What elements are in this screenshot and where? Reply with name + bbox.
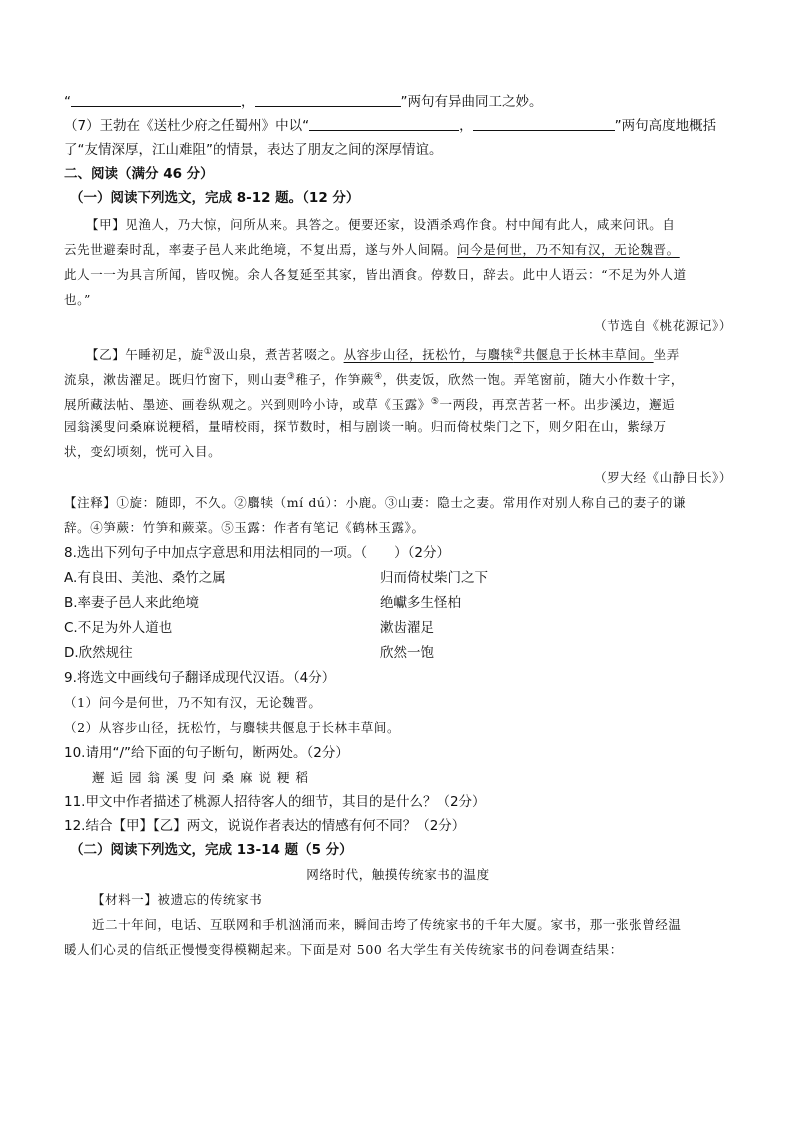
q8-option-a-right: 归而倚杖柴门之下 (380, 570, 488, 586)
answer-blank-4[interactable] (473, 116, 615, 131)
yi-line-3 (64, 392, 732, 415)
material-1-para-line-1: 近二十年间，电话、互联网和手机汹涌而来，瞬间击垮了传统家书的千年大厦。家书，那一张张曾经温 (92, 917, 682, 932)
yi-source: （罗大经《山静日长》） (594, 470, 732, 485)
yi-text: 坐弄 (653, 347, 680, 363)
yi-underlined-part: 从容步山径，抚松竹，与麛犊 (343, 347, 514, 363)
q8-option-c-right: 漱齿濯足 (380, 620, 434, 636)
answer-blank-2[interactable] (255, 92, 401, 107)
section-2-title: 二、阅读（满分 46 分） (64, 166, 214, 182)
note-marker: ① (203, 347, 213, 357)
question-11-stem: 11.甲文中作者描述了桃源人招待客人的细节，其目的是什么？（2分） (64, 794, 486, 810)
q8-option-a-left: A.有良田、美池、桑竹之属 (64, 570, 226, 586)
yi-underlined-sentence (344, 347, 654, 362)
q8-option-d (64, 643, 732, 663)
yi-text: 稚子，作笋蕨 (295, 372, 374, 388)
note-marker: ④ (373, 372, 383, 382)
poem-fill-line-7-prefix: （7）王勃在《送杜少府之任蜀州》中以“ (64, 118, 310, 134)
material-1-para-line-2: 暖人们心灵的信纸正慢慢变得模糊起来。下面是对 500 名大学生有关传统家书的问卷调查结果： (64, 942, 623, 957)
yi-line-2 (64, 367, 732, 390)
q10-sentence: 邂逅园翁溪叟问桑麻说粳稻 (92, 770, 315, 785)
note-marker: ⑤ (430, 397, 440, 407)
question-8-stem: 8.选出下列句子中加点字意思和用法相同的一项。（ ）（2分） (64, 545, 450, 561)
material-1-title: 【材料一】被遗忘的传统家书 (92, 892, 263, 907)
poem-fill-line-6 (64, 92, 732, 112)
article-title: 网络时代，触摸传统家书的温度 (306, 867, 490, 882)
yi-text: 流泉，漱齿濯足。既归竹窗下，则山妻 (64, 372, 287, 388)
poem-fill-line-7 (64, 116, 732, 136)
q8-option-b (64, 593, 732, 613)
poem-fill-line-7-cont: 了“友情深厚，江山难阻”的情景，表达了朋友之间的深厚情谊。 (64, 142, 443, 158)
yi-text: 【乙】午睡初足，旋 (86, 347, 204, 363)
note-marker: ② (513, 347, 523, 357)
q8-option-c (64, 618, 732, 638)
quote-open: “ (64, 94, 71, 110)
jia-underlined-sentence: 问今是何世，乃不知有汉，无论魏晋。 (457, 242, 680, 257)
question-10-stem: 10.请用“/”给下面的句子断句，断两处。（2分） (64, 745, 349, 761)
poem-fill-line-7-suffix: ”两句高度地概括 (614, 118, 717, 134)
yi-text: 一两段，再烹苦茗一杯。出步溪边，邂逅 (439, 397, 676, 413)
yi-underlined-part: 共偃息于长林丰草间。 (522, 347, 654, 363)
yi-line-1 (86, 342, 732, 365)
question-9-stem: 9.将选文中画线句子翻译成现代汉语。（4分） (64, 670, 336, 686)
yi-line-5: 状，变幻顷刻，恍可入目。 (64, 444, 222, 459)
jia-line-3: 此人一一为具言所闻，皆叹惋。余人各复延至其家，皆出酒食。停数日，辞去。此中人语云：“不足为外人道 (64, 267, 687, 282)
answer-blank-3[interactable] (309, 116, 459, 131)
jia-line-2-text: 云先世避秦时乱，率妻子邑人来此绝境，不复出焉，遂与外人间隔。 (64, 242, 458, 257)
q8-option-b-right: 绝巘多生怪柏 (380, 595, 461, 611)
part-1-title: （一）阅读下列选文，完成 8-12 题。（12 分） (70, 190, 360, 206)
jia-source: （节选自《桃花源记》） (594, 318, 732, 333)
jia-line-2 (64, 240, 732, 260)
yi-text: 汲山泉，煮苦茗啜之。 (212, 347, 344, 363)
q9-sentence-2: （2）从容步山径，抚松竹，与麛犊共偃息于长林丰草间。 (64, 720, 401, 735)
answer-blank-1[interactable] (71, 92, 241, 107)
yi-notes-line-1: 【注释】①旋：随即，不久。②麛犊（mí dú）：小鹿。③山妻：隐士之妻。常用作对别人称自己的妻子的谦 (64, 495, 687, 510)
poem-fill-line-6-text: ”两句有异曲同工之妙。 (400, 94, 543, 110)
q9-sentence-1: （1）问今是何世，乃不知有汉，无论魏晋。 (64, 695, 322, 710)
jia-line-1: 【甲】见渔人，乃大惊，问所从来。具答之。便要还家，设酒杀鸡作食。村中闻有此人，咸来问讯。自 (86, 217, 676, 232)
q8-option-d-right: 欣然一饱 (380, 645, 434, 661)
note-marker: ③ (286, 372, 296, 382)
q8-option-c-left: C.不足为外人道也 (64, 620, 173, 636)
jia-line-4: 也。” (64, 292, 91, 307)
yi-notes-line-2: 辞。④笋蕨：竹笋和蕨菜。⑤玉露：作者有笔记《鹤林玉露》。 (64, 520, 425, 535)
q8-option-a (64, 568, 732, 588)
comma: ， (459, 118, 473, 134)
q8-option-d-left: D.欣然规往 (64, 645, 133, 661)
question-12-stem: 12.结合【甲】【乙】两文，说说作者表达的情感有何不同？（2分） (64, 818, 466, 834)
yi-text: ，供麦饭，欣然一饱。弄笔窗前，随大小作数十字， (382, 372, 684, 388)
comma: ， (241, 94, 255, 110)
yi-line-4: 园翁溪叟问桑麻说粳稻，量晴校雨，探节数时，相与剧谈一晌。归而倚杖柴门之下，则夕阳在山，紫绿万 (64, 419, 667, 434)
yi-text: 展所藏法帖、墨迹、画卷纵观之。兴到则吟小诗，或草《玉露》 (64, 397, 431, 413)
q8-option-b-left: B.率妻子邑人来此绝境 (64, 595, 200, 611)
part-2-title: （二）阅读下列选文，完成 13-14 题（5 分） (70, 842, 353, 858)
